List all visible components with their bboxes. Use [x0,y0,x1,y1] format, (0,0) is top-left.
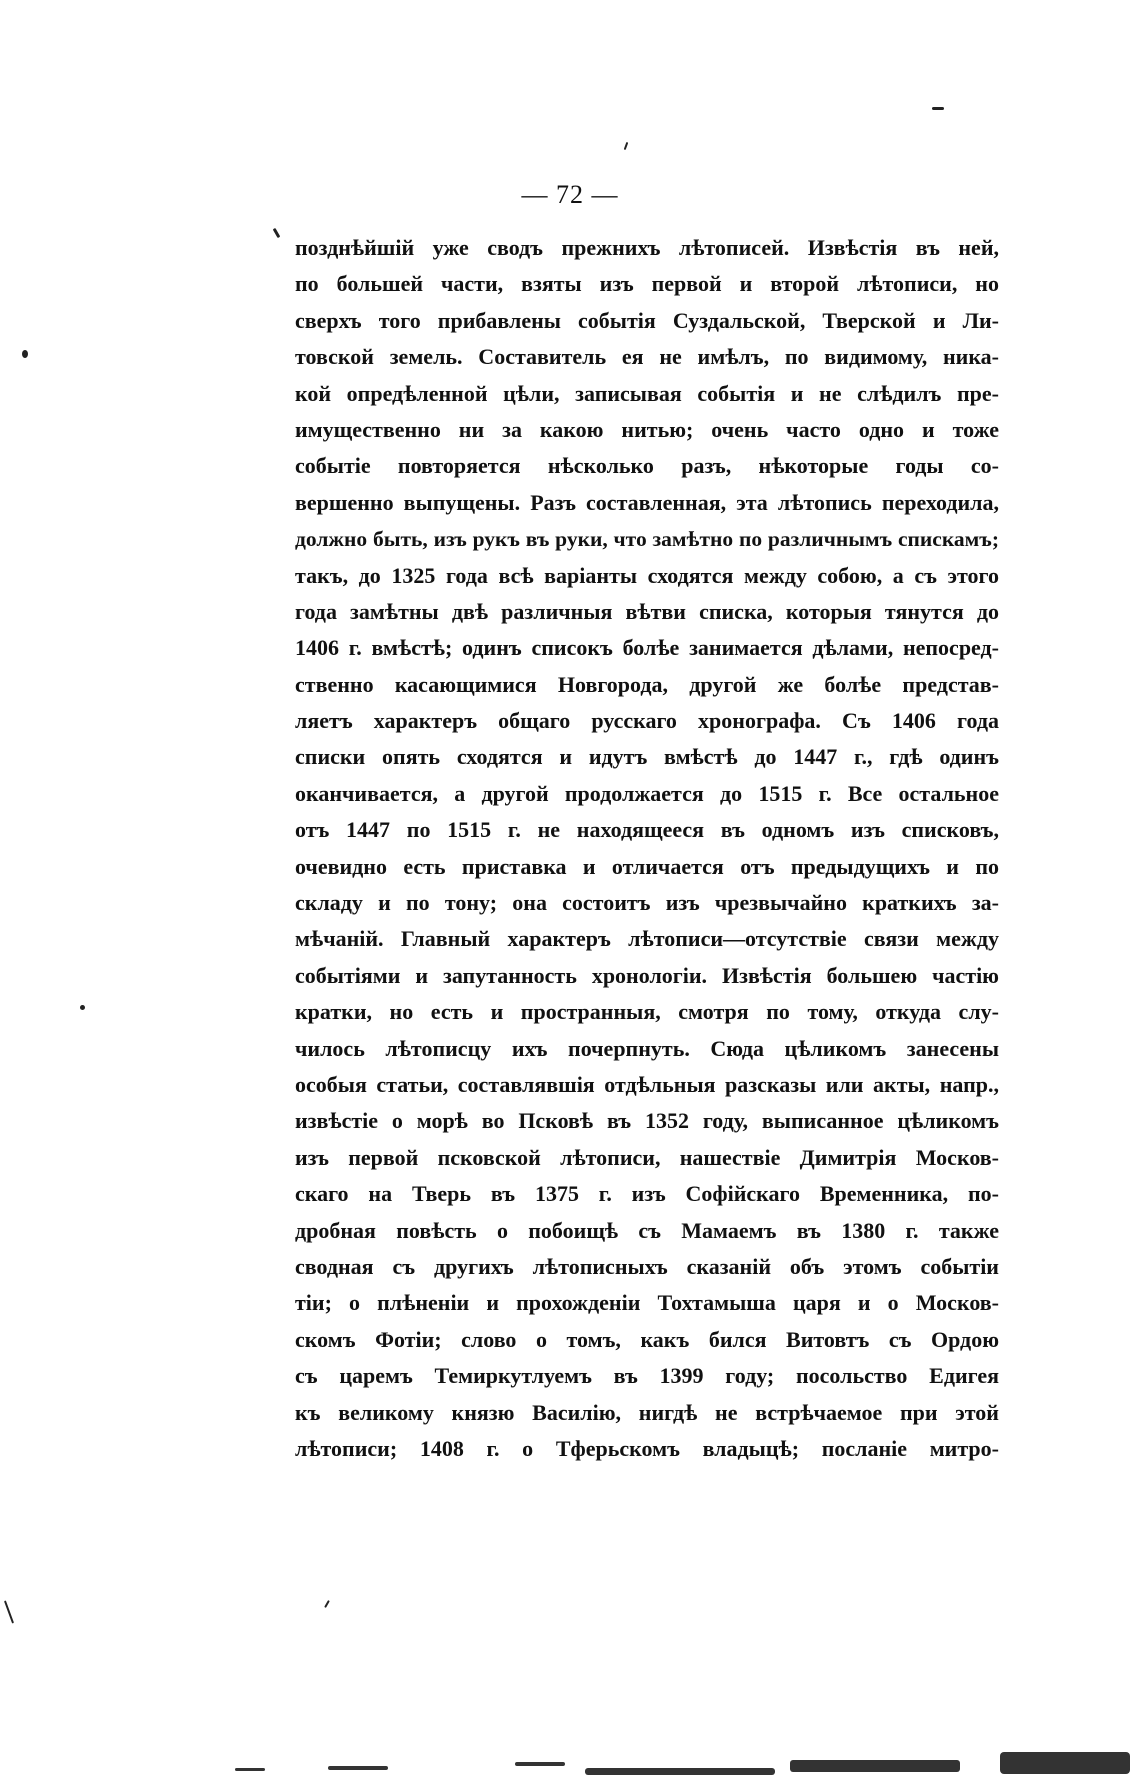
text-line: особыя статьи, составлявшія отдѣльныя разсказы или акты, напр., [295,1071,999,1097]
text-line: оканчивается, а другой продолжается до 1515 г. Все остальное [295,780,999,806]
text-line: извѣстіе о морѣ во Псковѣ въ 1352 году, выписанное цѣликомъ [295,1108,999,1134]
scan-speck [932,107,944,110]
text-line: событіе повторяется нѣсколько разъ, нѣкоторые годы со- [295,453,999,479]
text-line: лѣтописи; 1408 г. о Тферьскомъ владыцѣ; посланіе митро- [295,1435,999,1461]
text-line: ляетъ характеръ общаго русскаго хронографа. Съ 1406 года [295,708,999,734]
text-line: складу и по тону; она состоитъ изъ чрезвычайно краткихъ за- [295,890,999,916]
text-line: ственно касающимися Новгорода, другой же болѣе представ- [295,671,999,697]
text-line: съ царемъ Темиркутлуемъ въ 1399 году; посольство Едигея [295,1363,999,1389]
text-line: 1406 г. вмѣстѣ; одинъ списокъ болѣе занимается дѣлами, непосред- [295,635,999,661]
scan-speck [4,1600,14,1623]
text-line: дробная повѣсть о побоищѣ съ Мамаемъ въ 1380 г. также [295,1217,999,1243]
scan-speck [80,1005,85,1010]
text-line: скаго на Тверь въ 1375 г. изъ Софійскаго Временника, по- [295,1181,999,1207]
text-line: событіями и запутанность хронологіи. Извѣстія большею частію [295,962,999,988]
text-line: по большей части, взяты изъ первой и второй лѣтописи, но [295,271,999,297]
text-line: должно быть, изъ рукъ въ руки, что замѣтно по различнымъ спискамъ; [295,527,999,552]
body-text [295,230,999,1467]
text-line: сверхъ того прибавлены событія Суздальской, Тверской и Ли- [295,307,999,333]
text-line: тіи; о плѣненіи и прохожденіи Тохтамыша царя и о Москов- [295,1290,999,1316]
text-line: изъ первой псковской лѣтописи, нашествіе Димитрія Москов- [295,1144,999,1170]
text-line: кратки, но есть и пространныя, смотря по тому, откуда слу- [295,999,999,1025]
text-line: отъ 1447 по 1515 г. не находящееся въ одномъ изъ списковъ, [295,817,999,843]
text-line: скомъ Фотіи; слово о томъ, какъ бился Витовтъ съ Ордою [295,1326,999,1352]
text-line: такъ, до 1325 года всѣ варіанты сходятся между собою, а съ этого [295,562,999,588]
text-line: имущественно ни за какою нитью; очень часто одно и тоже [295,416,999,442]
scan-smudge [1000,1752,1130,1774]
page-number: — 72 — [521,180,619,209]
text-line: чилось лѣтописцу ихъ почерпнуть. Сюда цѣликомъ занесены [295,1035,999,1061]
scan-speck [624,142,629,150]
text-line: кой опредѣленной цѣли, записывая событія и не слѣдилъ пре- [295,380,999,406]
text-line: вершенно выпущены. Разъ составленная, эта лѣтопись переходила, [295,489,999,515]
text-line: очевидно есть приставка и отличается отъ предыдущихъ и по [295,853,999,879]
scan-speck [273,228,281,238]
scan-smudge [790,1760,960,1772]
scan-speck [324,1600,330,1608]
text-line: товской земель. Составитель ея не имѣлъ, по видимому, ника- [295,344,999,370]
scan-smudge [328,1766,388,1770]
scan-smudge [585,1768,775,1775]
text-line: года замѣтны двѣ различныя вѣтви списка, которыя тянутся до [295,598,999,624]
text-line: позднѣйшій уже сводъ прежнихъ лѣтописей. Извѣстія въ ней, [295,235,999,260]
scan-speck [22,350,28,358]
text-line: къ великому князю Василію, нигдѣ не встрѣчаемое при этой [295,1399,999,1425]
text-line: мѣчаній. Главный характеръ лѣтописи—отсутствіе связи между [295,926,999,952]
scan-smudge [235,1768,265,1771]
text-line: сводная съ другихъ лѣтописныхъ сказаній объ этомъ событіи [295,1253,999,1279]
scan-smudge [515,1762,565,1766]
text-line: списки опять сходятся и идутъ вмѣстѣ до 1447 г., гдѣ одинъ [295,744,999,770]
